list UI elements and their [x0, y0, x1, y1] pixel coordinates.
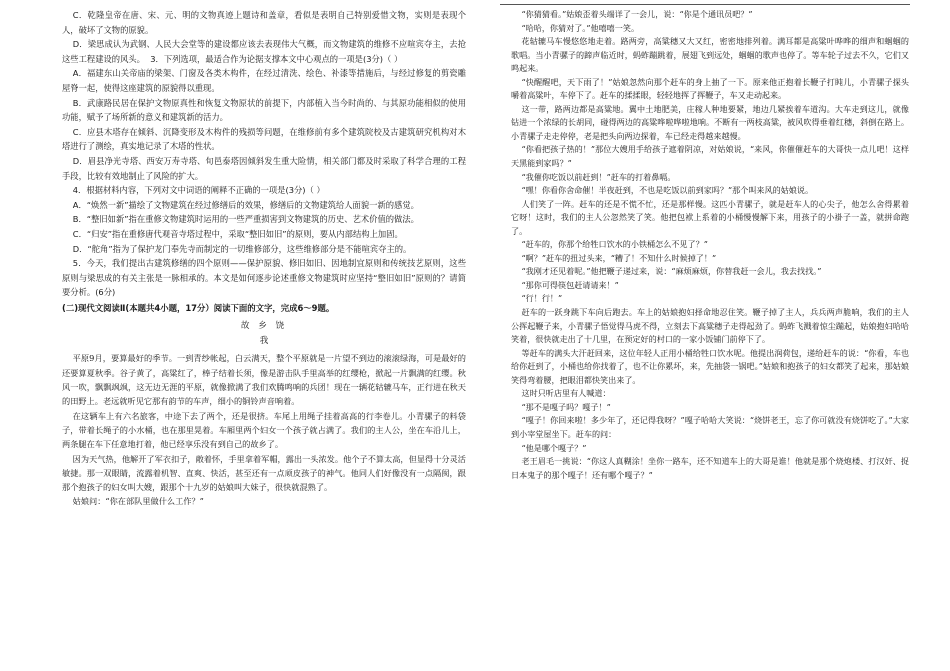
q2-option-c: C．乾隆皇帝在唐、宋、元、明的文物真迹上题诗和盖章，看似是表明自己特别爱惜文物，实则是表现个人，破坏了文物的原貌。 — [62, 10, 466, 35]
story-paragraph: “我催你吃饭以前赶到！”赶车的打着鼻嗝。 — [521, 171, 676, 182]
section-header: (二)现代文阅读Ⅱ(本题共4小题，17分）阅读下面的文字，完成6～9题。 — [62, 302, 335, 313]
story-paragraph: 人们笑了一阵。赶车的还是不慌不忙，还是那样慢。这匹小青骡子，就是赶车人的心尖子，他怎么舍得累着它呀！这时，我们的主人公忽然笑了笑。他把包袱上系着的小桶慢慢解下来，用孩子的小褂子一盖，就拼命跑了。 — [511, 198, 909, 236]
story-paragraph: “行！行！” — [521, 293, 563, 304]
story-author: 我 — [259, 336, 269, 347]
story-paragraph: “嘿！你看你舍命催！半夜赶到，不也是吃饭以前到家吗？”那个叫来风的姑娘说。 — [521, 185, 814, 196]
story-paragraph: 这时只听店里有人喊道： — [521, 388, 611, 399]
q5: 5．今天，我们提出古建筑修缮的四个原则——保护原貌、修旧如旧、因地制宜原则和传统技艺原则，这些原则与梁思成的有关主张是一脉相承的。本文是如何逐步论述重修文物建筑时应坚持“整旧如旧”原则的？请简要分析。(6分) — [62, 258, 466, 298]
questions-block — [62, 8, 466, 300]
top-rule — [500, 4, 910, 5]
q4-option-b: B．“整旧如新”指在重修文物建筑时运用的一些严重损害到文物建筑的历史、艺术价值的做法。 — [72, 214, 419, 225]
q3-stem: 3．下列选项，最适合作为论据支撑本文中心观点的一项是(3分)（ ） — [150, 53, 403, 64]
story-paragraph: “啊？”赶车的扭过头来，“糟了！不知什么时候掉了！” — [521, 252, 717, 263]
story-title: 故 乡 饶 — [240, 321, 288, 332]
story-paragraph: “赶车的，你那个给牲口饮水的小铁桶怎么不见了？” — [521, 239, 708, 250]
story-paragraph: “哈哈，你猜对了。”他嘻嘻一笑。 — [521, 22, 640, 33]
story-paragraph: “你猜猜看。”姑娘歪着头端详了一会儿，说：“你是个通讯员吧？” — [521, 9, 753, 19]
q4-option-c: C．“归安”指在重修唐代观音寺塔过程中，采取“整旧如旧”的原则，要从内部结构上加固。 — [72, 228, 403, 239]
story-paragraph: “我刚才还见着呢。”他把鞭子递过来，说：“麻烦麻烦，你替我赶一会儿，我去找找。” — [521, 266, 822, 277]
story-paragraph: “那不是嘎子吗？嘎子！” — [521, 401, 611, 412]
q2-option-d — [62, 37, 466, 66]
q4-option-d: D．“舵角”指为了保护龙门奉先寺而制定的一切维修部分，这些维修部分是不能喧宾夺主的。 — [72, 243, 412, 254]
q4-stem: 4．根据材料内容，下列对文中词语的阐释不正确的一项是(3分)（ ） — [72, 185, 325, 196]
q3-option-b: B．武康路民居在保护文物原真性和恢复文物原状的前提下，内部植入当今时尚的、与其原功能相似的使用功能，赋予了场所新的意义和建筑新的活力。 — [62, 97, 466, 123]
story-paragraph: 姑娘问：“你在部队里做什么工作？” — [72, 496, 204, 507]
story-paragraph: 等赶车的满头大汗赶回来，这位年轻人正用小桶给牲口饮水呢。他提出润荷包，递给赶车的说：“你看，车也给你赶到了，小桶也给你找着了，也不让你累坏，来，先抽袋一锅吧。”姑娘和抱孩子的妇女都笑了起来，那姑娘笑得弯着腰，把眼泪都快笑出来了。 — [511, 347, 909, 385]
story-paragraph: 老王眉毛一挑说：“你这人真糊涂！坐你一路车，还不知道车上的大哥是谁！他就是那个烧炮楼、打汉奸、捉日本鬼子的那个嘎子！还有哪个嘎子？” — [511, 456, 909, 480]
left-column — [62, 8, 466, 665]
story-left — [62, 351, 466, 508]
story-paragraph: “嘎子！你回来啦！多少年了，还记得我呀？”嘎子哈哈大笑说：“烧饼老王，忘了你可就没有烧饼吃了。”大家到小宰堂屋坐下。赶车的问： — [511, 415, 909, 439]
story-paragraph: “快醒醒吧，天下雨了！”姑娘忽然向那个赶车的身上抽了一下。原来他正抱着长鞭子打盹儿，小青骡子探头嚼着高粱叶，车停下了。赶车的揉揉眼，轻轻地挥了挥鞭子，车又走动起来。 — [511, 76, 909, 101]
story-paragraph: “他是哪个嘎子？” — [521, 442, 587, 453]
story-paragraph: “你看把孩子热的！”那位大嫂用手给孩子遮着阴凉，对姑娘说，“来风，你催催赶车的大哥快一点儿吧！这样天黑能到家吗？” — [511, 144, 909, 169]
story-paragraph: 赶车的一跃身跳下车向后跑去。车上的姑娘抱妇择命地忍住笑。鞭子掉了主人，兵兵两声脆响，我们的主人公挥起鞭子来，小青骡子悟觉得马虎不得，立刻去下高粱穗子走得起劲了。蚂蚱飞溅着惊尘蹦起，姑娘抱妇哈哈笑着，很快就走出了十几里，在预定好的村口的一家小饭铺门前停下了。 — [511, 307, 909, 345]
q3-option-a: A．福建东山关帝庙的梁架、门窗及各类木构件，在经过清洗、绘色、补漆等措施后，与经过修复的剪瓷雕屋脊一起，使得这座建筑的原貌得以重现。 — [62, 68, 466, 93]
story-paragraph: 花轱辘马车慢悠悠地走着。路两旁，高粱穗又大又红，密密地排列着。满耳都是高粱叶哗哗的细声和蝈蝈的歌唱。当小青骡子的蹄声临近时，蚂蚱蹦跳着，展翅飞到远处，蝈蝈的歌声也停了。等车轮子过去不久，它们又鸣起来。 — [511, 36, 909, 74]
story-paragraph: 平原9月，要算最好的季节。一到青纱帐起，白云满天，整个平原就是一片望不到边的滚滚绿海，可是最好的还要算夏秋季。谷子黄了，高粱红了，棒子结着长须，像是游击队手里高举的红缨枪，掀起一片飘满的红缨。秋风一吹，飘飘飒飒，这无边无涯的平原，就像掀满了我们欢腾鸣响的兵团！现在一辆花轱辘马车，正行进在秋天的田野上。老远就听见它那有韵节的车声，细小的铜铃声音响着。 — [62, 353, 466, 407]
q3-option-c: C．应县木塔存在倾斜、沉降变形及木构件的残损等问题，在维修前有多个建筑院校及古建筑研究机构对木塔进行了测绘，真实地记录了木塔的性状。 — [62, 126, 466, 152]
story-paragraph: 因为天气热，他解开了军衣扣子，敞着怀，手里拿着军帽，露出一头浓发。他个子不算太高，但显得十分灵活敏捷。那一双眼睛，流露着机智、直爽、快活，甚至还有一点顽皮孩子的神气。他同人们好像没有一点隔阂，跟那个抱孩子的妇女叫大嫂，跟那个十九岁的姑娘叫大妹子，很快就混熟了。 — [62, 453, 466, 493]
right-column — [511, 8, 909, 665]
story-paragraph: 在这辆车上有六名旅客，中途下去了两个，还是很挤。车尾上用绳子挂着高高的行李卷儿。小青骡子的料袋子，带着长绳子的小水桶，也在那里晃着。车厢里两个妇女一个孩子就占满了。我们的主人公，坐在车沿儿上，两条腿在车下任意地打着，他已经享乐没有到自己的故乡了。 — [62, 410, 466, 450]
q4-option-a: A．“焕然一新”描绘了文物建筑在经过修缮后的效果，修缮后的文物建筑给人面貌一新的感觉。 — [72, 199, 419, 210]
q2-option-d-text: D．梁思成认为武钢、人民大会堂等的建设都应该去表现伟大气概，而文物建筑的维修不应喧宾夺主，去抢这些工程建设的风头。 — [62, 39, 466, 64]
story-paragraph: “那你可得筷包赶请请来！” — [521, 279, 619, 290]
q3-option-d: D．眉县净光寺塔、西安万寿寺塔、旬邑泰塔因倾斜发生重大险情，相关部门都及时采取了科学合理的工程手段，比较有效地制止了风险的扩大。 — [62, 155, 466, 181]
story-paragraph: 这一带，路两边都是高粱地。翼中土地肥美，庄稼人种地要紧，地边几紧挨着车道沟。大车走到这儿，就像钻进一个浓绿的长胡同，碰得两边的高粱哗啦哗啦地响。不断有一两枝高粱，被风吹得垂着红穗，斜倒在路上。小青骡子走走停停，老是把头向两边探着，车已经走得越来越慢。 — [511, 103, 909, 141]
